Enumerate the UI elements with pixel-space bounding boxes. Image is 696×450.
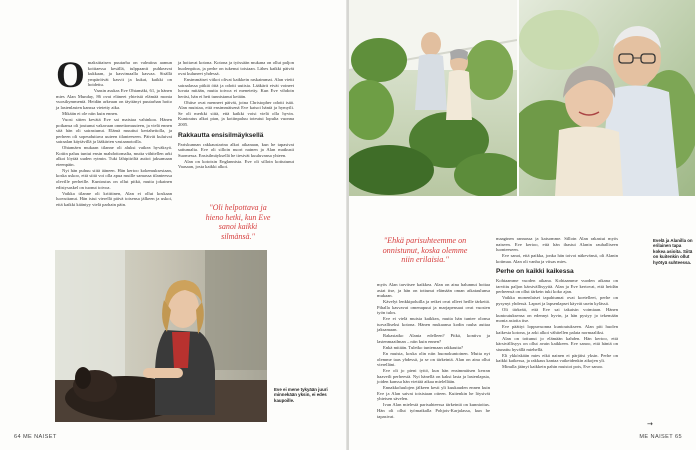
paragraph: Enkä mitään. Tuletko tuntemaan rakkautta? — [383, 345, 463, 351]
paragraph: Eli ykköskään mies eikä nainen ei pärjäisi yksin. Perhe on kaikki kaikessa, ja rakkaus kantaa vaikeidenkin aikojen yli. — [496, 352, 618, 364]
photo-illustration — [55, 250, 267, 422]
photo-illustration — [349, 0, 517, 196]
paragraph: Ohitse ovat menneet päivät, joina Christopher odotti isää. Alan muistaa, että ensimmäisenä Eve katsoi häntä ja hymyili. Se oli merkki siitä, että kaikki voisi vielä olla hyvin. Kuntoutus alkoi pian, ja kotiinpaluu toteutui lopulta vuonna 2005. — [178, 99, 294, 128]
paragraph: Ennakkoluulojen jälkeen kesti yli kuukauden ennen kuin Eve ja Alan saivat toisistaan otteen. Kuitenkin he löysivät yhteisen sävelen. — [377, 385, 490, 402]
paragraph: Vaikka monenlaiset tapahtumat ovat koetelleet, perhe on pysynyt yhdessä. Lapset ja lapsenlapset käyvät usein kylässä. — [496, 295, 618, 306]
lead-paragraph: O maksittaisen puutarha on valmiina aamun koittaessa kesällä, tulppaanit puhkeavat kukkaan, ja kasvimaalla kasvaa. Sisällä ympäröivät kasvit ja kukat, kaikki on hoidettu. — [56, 55, 172, 96]
pull-quote-left: "Oli helpottava ja hieno hetki, kun Eve sanoi kaikki silmänsä." — [205, 203, 271, 241]
photo-woman-with-dog — [55, 250, 267, 422]
section-heading: Perhe on kaikki kaikessa — [496, 268, 574, 276]
paragraph: Vaasin asukas Eve Ohtamäki, 61, ja hänen mies Alan Munday, 86 ovat eläneet yhteistä elämää monta vuosikymmentä. Heidän arkeaan on täyttänyt puutarhan hoito ja lastenlasten kanssa vietetty aika. — [56, 88, 172, 110]
paragraph: maaginen rannassa ja katsomme. Silloin Alan rakastui myös naiseen. Eve kertoo, että hän ihastui Alanin rauhalliseen luonteeseen. — [496, 236, 618, 253]
paragraph: Nyt hän puhuu siitä ääneen. Hän kertoo kokemuksestaan, koska uskoo, että siitä voi olla apua muille samassa tilanteessa oleville perheille. Kuntoutus on ollut pitkä, mutta jokainen edistysaskel on tuonut toivoa. — [56, 167, 172, 190]
pull-quote-right: "Ehkä parisuhteemme on onnistunut, koska olemme niin erilaisia." — [382, 236, 468, 265]
left-column-1 — [56, 55, 173, 208]
paragraph: Vaikka tilanne oli kriittinen, Alan ei ollut koskaan luovuttanut. Hän istui vierellä päivä toisensa jälkeen ja uskoi, että kaikki kääntyy vielä parhain päin. — [56, 190, 172, 207]
paragraph: Alan on kotoisin Englannista. Eve oli silloin kotiutunut Vaasaan, josta kaikki alkoi. — [178, 158, 294, 170]
paragraph: Eve päättyi loppuvuonna kuntoutukseen. Alan piti huolen kaikesta kotona, ja arki alkoi vähitellen palata normaaliksi. — [496, 324, 618, 335]
paragraph: ja hoitavat kotona. Kotona ja työssään mukana on ollut paljon huolenpitoa, ja perhe on tukenut toisiaan. Lähes kaikki päivät ovat kuluneet yhdessä. — [178, 60, 294, 77]
left-page — [0, 0, 347, 450]
photo-couple-portrait — [519, 0, 695, 196]
paragraph: Pariskunnan rakkaustarina alkoi aikanaan, kun he tapasivat sattumalta. Eve oli silloin nuori nainen ja Alan matkusti Suomessa. Ensisilmäyksellä he tiesivät kuuluvansa yhteen. — [178, 141, 294, 158]
left-column-2 — [178, 60, 294, 170]
photo-caption-left: Eve ei mene tykyään juuri minnekään yksin, ei edes kaupoille. — [274, 387, 328, 403]
right-page — [349, 0, 696, 450]
paragraph: En muista, koska olin niin huonokuntoinen. Mutta nyt olemme taas yhdessä, ja se on tärkeintä. Alan on aina ollut vierelläni. — [377, 351, 490, 368]
photo-caption-right: Evelä ja Alanilla on erilainen tapa kokea asioita. Siitä on kuitenkin ollut hyötyä suhteessa. — [653, 238, 693, 265]
paragraph: Eve oli jo pieni tyttö, kun hän ensimmäisen kerran haaveili perheestä. Nyt hänellä on kaksi lasta ja lastenlapsia, joiden kanssa hän viettää aikaa mielellään. — [377, 368, 490, 385]
paragraph: Vuosi sitten kevätä Eve sai maistaa vahinkoa. Hänen poikansa oli joutunut vakavaan onnettomuuteen, ja vielä ennen sitä hän oli sairastunut. Elämä muuttui kertaheitolla, ja perheen oli sopeuduttava uuteen tilanteeseen. Päivät kuluivat sairaalan käytävillä ja lääkärien vastaanotoilla. — [56, 116, 173, 145]
paragraph: Mikään ei ole niin kuin ennen. — [62, 110, 119, 116]
paragraph: Oli tärkeää, että Eve sai takaisin voimiaan. Hänen kuntoutuksensa on edennyt hyvin, ja hän pystyy jo tekemään monia asioita itse. — [496, 306, 618, 324]
paragraph: Eve ei vielä muista kaikkea, mutta hän tuntee olonsa turvalliseksi kotona. Hänen mukaansa kodin rauha auttaa jaksamaan. — [377, 316, 490, 333]
paragraph: Alan on tottunut jo elämään kahden. Hän kertoo, että kärsivällisyys on ollut avain kaikkeen. Eve sanoo, että häntä on siunattu hyvällä miehellä. — [496, 335, 618, 352]
right-column-1 — [377, 282, 490, 420]
continue-arrow-icon: → — [647, 420, 653, 428]
paragraph: Rakastatko Alania edelleen? Pitkä, kontiva ja lastenmaailman – niin kuin ennen? — [377, 333, 490, 344]
paragraph: myös Alan tarvitsee kaikkea. Alan on aina halunnut hoitaa asiat itse, ja hän on tottunut elämään oman aikataulunsa mukaan. — [377, 282, 490, 299]
paragraph: Kohtaamme vuoden aikana. Kohtaamme vuoden aikana on tarvittu paljon kärsivällisyyttä. Alan ja Eve kertovat, että heidän perheensä on ollut tärkein tuki koko ajan. — [496, 278, 618, 295]
photo-illustration — [519, 0, 695, 196]
photo-couple-greenhouse — [349, 0, 517, 196]
paragraph: Kävelyt lenkkipoluilla ja retket ovat olleet heille tärkeitä. Pihalla kasvavat omenapuut ja marjapensaat ovat vuosien työn tulos. — [377, 299, 490, 316]
paragraph: Ohtamäen mukaan tilanne oli aluksi vaikea hyväksyä. Kotiin paluu tuntui ensin mahdottomalta, mutta vähitellen arki alkoi löytää uuden rytmin. Tuki lähipiiriltä auttoi jaksamaan eteenpäin. — [56, 145, 172, 167]
paragraph: Eve sanoi, että paikka, jonka hän toivoi näkevänsä, oli Alanin kotimaa. Alan oli vanha ja viisas mies. — [496, 253, 618, 264]
paragraph: Ensimmäiset viikot olivat kaikkein raskaimmat. Alan vietti sairaalassa pitkiä öitä ja odotti uutisia. Lääkärit eivät voineet luvata mitään, mutta toivoa ei menetetty. Kun Eve vihdoin heräsi, hän ei heti tunnistanut ketään. — [178, 77, 294, 99]
paragraph: Minulla jäänyt kaikkein pahin muistot pois, Eve sanoo. — [502, 364, 604, 370]
page-footer-right: ME NAISET 65 — [639, 434, 682, 440]
section-heading: Rakkautta ensisilmäyksellä — [178, 131, 264, 139]
page-footer-left: 64 ME NAISET — [14, 434, 57, 440]
right-column-2 — [496, 236, 618, 370]
dropcap: O — [56, 55, 85, 96]
paragraph: Ivan Alan mielestä parisuhteessa tärkeintä on kunnioitus. Hän oli ollut työmatkalla Pohjois-Karjalassa, kun he tapasivat. — [377, 402, 490, 419]
